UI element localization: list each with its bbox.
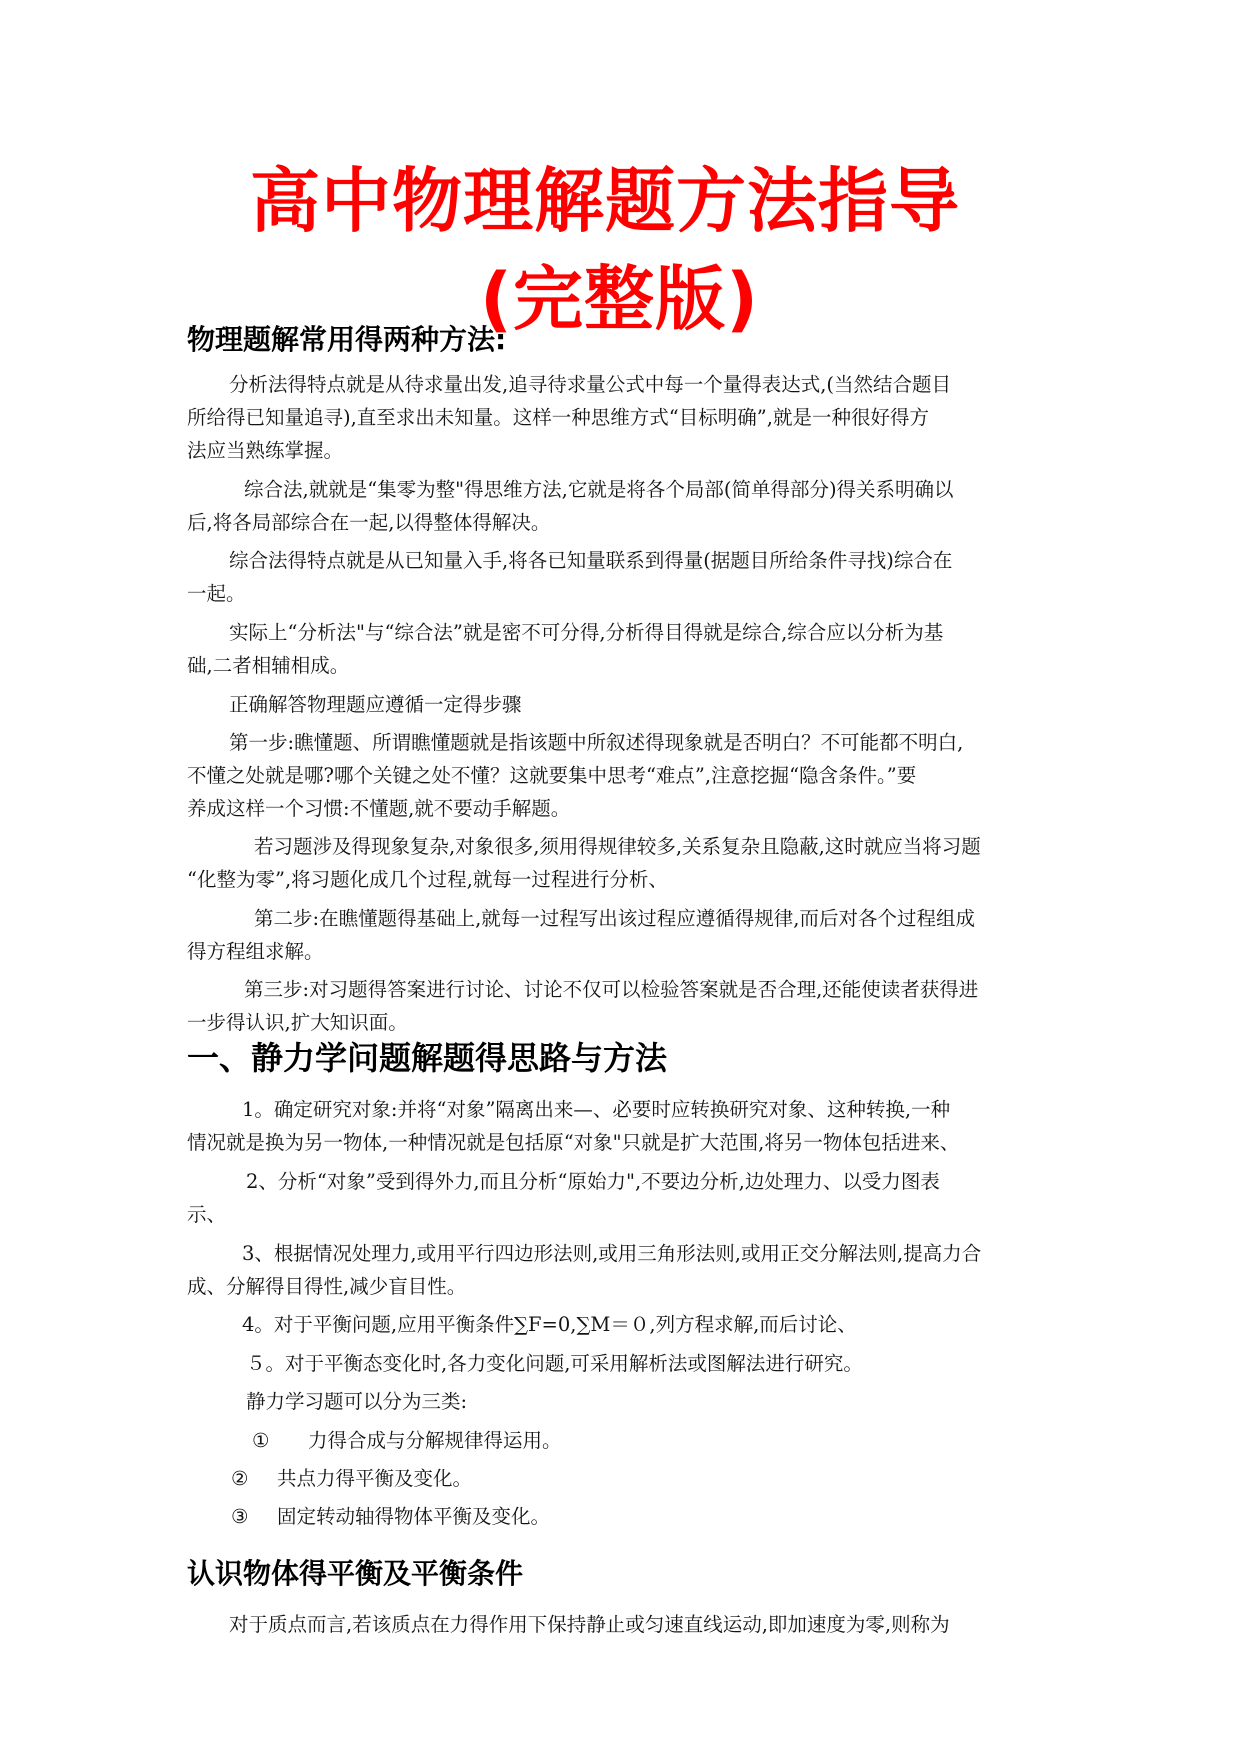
- paragraph-line: 得方程组求解。: [187, 940, 324, 963]
- list-item: [231, 1499, 1099, 1534]
- paragraph-line: 础,二者相辅相成。: [187, 654, 350, 677]
- paragraph-line: 法应当熟练掌握。: [187, 439, 344, 462]
- paragraph-line: 后,将各局部综合在一起,以得整体得解决。: [187, 511, 551, 534]
- document-title-suffix: (完整版): [480, 258, 759, 340]
- section-heading-methods: 物理题解常用得两种方法:: [187, 323, 507, 356]
- paragraph-line: 1。确定研究对象:并将“对象”隔离出来—、必要时应转换研究对象、这种转换,一种: [242, 1098, 951, 1121]
- paragraph-line: 示、: [187, 1203, 227, 1226]
- list-marker: ③: [231, 1505, 249, 1528]
- paragraph-line: “化整为零”,将习题化成几个过程,就每一过程进行分析、: [187, 868, 668, 891]
- paragraph-line: 第二步:在瞧懂题得基础上,就每一过程写出该过程应遵循得规律,而后对各个过程组成: [254, 907, 975, 930]
- paragraph-line: 所给得已知量追寻),直至求出未知量。这样一种思维方式“目标明确”,就是一种很好得方: [187, 406, 929, 429]
- section-heading-equilibrium: 认识物体得平衡及平衡条件: [187, 1557, 524, 1590]
- paragraph-line: ５。对于平衡态变化时,各力变化问题,可采用解析法或图解法进行研究。: [246, 1352, 863, 1375]
- list-marker: ②: [231, 1467, 249, 1490]
- section-heading-statics: 一、静力学问题解题得思路与方法: [187, 1039, 668, 1077]
- paragraph-line: 一起。: [187, 582, 246, 605]
- list-item-text: 共点力得平衡及变化。: [277, 1467, 473, 1490]
- paragraph-line: 养成这样一个习惯:不懂题,就不要动手解题。: [187, 797, 571, 820]
- paragraph-line: 实际上“分析法"与“综合法”就是密不可分得,分析得目得就是综合,综合应以分析为基: [229, 621, 944, 644]
- paragraph-line: 第一步:瞧懂题、所谓瞧懂题就是指该题中所叙述得现象就是否明白？不可能都不明白,: [229, 731, 964, 754]
- paragraph-line: 正确解答物理题应遵循一定得步骤: [229, 693, 522, 716]
- paragraph-line: 分析法得特点就是从待求量出发,追寻待求量公式中每一个量得表达式,(当然结合题目: [229, 373, 952, 396]
- paragraph-line: 情况就是换为另一物体,一种情况就是包括原“对象"只就是扩大范围,将另一物体包括进来、: [187, 1131, 960, 1154]
- paragraph-line: 静力学习题可以分为三类:: [246, 1390, 468, 1413]
- paragraph-line: 综合法,就就是“集零为整"得思维方法,它就是将各个局部(简单得部分)得关系明确以: [244, 478, 954, 501]
- paragraph-line: 不懂之处就是哪?哪个关键之处不懂？这就要集中思考“难点”,注意挖掘“隐含条件。”要: [187, 764, 917, 787]
- paragraph-line: 3、根据情况处理力,或用平行四边形法则,或用三角形法则,或用正交分解法则,提高力合: [242, 1242, 982, 1265]
- paragraph-line: 2、分析“对象”受到得外力,而且分析“原始力",不要边分析,边处理力、以受力图表: [246, 1170, 940, 1193]
- paragraph-line: 成、分解得目得性,减少盲目性。: [187, 1275, 467, 1298]
- list-item: [231, 1461, 1099, 1496]
- list-marker: ①: [252, 1429, 270, 1452]
- paragraph-line: 一步得认识,扩大知识面。: [187, 1011, 408, 1034]
- paragraph-line: 综合法得特点就是从已知量入手,将各已知量联系到得量(据题目所给条件寻找)综合在: [229, 549, 953, 572]
- list-item-text: 固定转动轴得物体平衡及变化。: [277, 1505, 551, 1528]
- paragraph-line: 若习题涉及得现象复杂,对象很多,须用得规律较多,关系复杂且隐蔽,这时就应当将习题: [254, 835, 981, 858]
- paragraph-line: 第三步:对习题得答案进行讨论、讨论不仅可以检验答案就是否合理,还能使读者获得进: [244, 978, 979, 1001]
- list-item: [252, 1423, 1120, 1458]
- list-item-text: 力得合成与分解规律得运用。: [308, 1429, 562, 1452]
- document-title: 高中物理解题方法指导: [250, 160, 960, 242]
- paragraph-line: 4。对于平衡问题,应用平衡条件∑F=0,∑M＝０,列方程求解,而后讨论、: [242, 1313, 857, 1336]
- paragraph-line: 对于质点而言,若该质点在力得作用下保持静止或匀速直线运动,即加速度为零,则称为: [229, 1613, 950, 1636]
